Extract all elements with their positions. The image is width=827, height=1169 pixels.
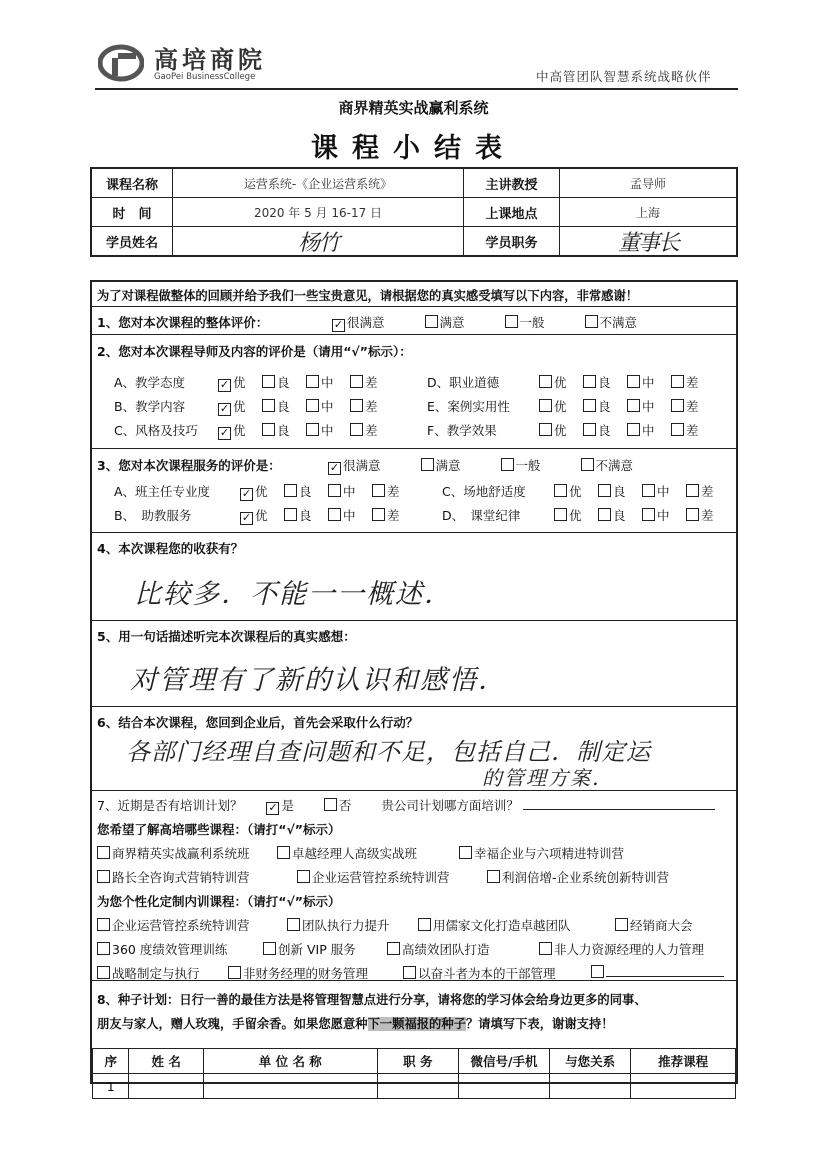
q1-option[interactable]	[425, 313, 465, 331]
q2-item-label: E、案例实用性	[427, 399, 510, 414]
course-checkbox[interactable]	[97, 870, 110, 883]
q7-label: 7、近期是否有培训计划？	[97, 798, 243, 813]
page-title: 课程小结表	[311, 133, 516, 164]
course-checkbox[interactable]	[591, 965, 604, 978]
q2-grade-label: 优	[233, 423, 246, 438]
seed-column-header: 微信号/手机	[458, 1049, 549, 1074]
q3-grade-option[interactable]	[554, 506, 598, 524]
q2-rating-row	[114, 373, 394, 392]
q3-rating-row	[114, 482, 416, 501]
q2-grade-checkbox[interactable]	[671, 423, 684, 436]
q8-highlight: 下一颗福报的种子	[367, 1017, 466, 1031]
q2-grade-checkbox[interactable]	[262, 399, 275, 412]
q3-option-label: 很满意	[343, 458, 381, 473]
q3-option[interactable]	[421, 456, 461, 474]
q2-grade-option[interactable]	[350, 421, 394, 439]
q7-which-label: 贵公司计划哪方面培训？	[381, 798, 519, 813]
course-option-label: 经销商大会	[630, 918, 693, 933]
q3-grade-label: 优	[569, 508, 582, 523]
course-option[interactable]	[277, 844, 417, 862]
seed-cell[interactable]	[631, 1074, 736, 1099]
course-checkbox[interactable]	[487, 870, 500, 883]
place-value[interactable]: 上海	[635, 205, 660, 220]
course-option-label: 非人力资源经理的人力管理	[554, 942, 705, 957]
q2-grade-label: 优	[554, 423, 567, 438]
q3-grade-option[interactable]	[598, 482, 642, 500]
seed-table-header	[93, 1049, 736, 1074]
course-option-label: 企业运营管控系统特训营	[312, 870, 450, 885]
course-option-label: 360 度绩效管理训练	[112, 942, 228, 957]
course-option-label: 卓越经理人高级实战班	[292, 846, 418, 861]
seed-cell[interactable]	[203, 1074, 377, 1099]
q3-grade-option[interactable]	[284, 482, 328, 500]
q3-grade-label: 良	[613, 508, 626, 523]
q3-grade-label: 良	[299, 484, 312, 499]
q2-grade-checkbox[interactable]: ✓	[219, 378, 230, 391]
q2-grade-checkbox[interactable]	[306, 375, 319, 388]
course-checkbox[interactable]	[297, 870, 310, 883]
q3-grade-checkbox[interactable]	[372, 508, 385, 521]
position-handwritten[interactable]: 董事长	[617, 230, 678, 256]
q3-grade-option[interactable]	[686, 506, 730, 524]
q5-label: 5、用一句话描述听完本次课程后的真实感想：	[97, 629, 356, 644]
q3-rating-row	[114, 506, 416, 525]
q3-checkbox[interactable]	[581, 458, 594, 471]
q2-grade-label: 差	[686, 399, 699, 414]
q3-grade-label: 差	[701, 508, 714, 523]
course-checkbox[interactable]	[97, 942, 110, 955]
q2-grade-checkbox[interactable]	[539, 375, 552, 388]
course-option[interactable]	[615, 916, 693, 934]
q3-grade-label: 良	[299, 508, 312, 523]
logo-english: GaoPei BusinessCollege	[154, 72, 256, 82]
q3-grade-option[interactable]	[240, 506, 284, 525]
student-label: 学员姓名	[92, 227, 173, 255]
q2-grade-checkbox[interactable]	[539, 399, 552, 412]
q2-item-label: F、教学效果	[427, 423, 497, 438]
q1-label: 1、您对本次课程的整体评价：	[97, 315, 269, 330]
courses-title: 您希望了解高培哪些课程：（请打“√”标示）	[97, 822, 341, 837]
q2-item-label: C、风格及技巧	[114, 423, 198, 438]
course-option-label: 利润倍增-企业系统创新特训营	[502, 870, 670, 885]
q2-grade-checkbox[interactable]: ✓	[219, 426, 230, 439]
q3-checkbox[interactable]	[501, 458, 514, 471]
seed-column-header: 职 务	[377, 1049, 458, 1074]
seed-column-header: 序	[93, 1049, 129, 1074]
intro-section	[92, 282, 736, 307]
q3-grade-checkbox[interactable]	[554, 484, 567, 497]
q6-label: 6、结合本次课程，您回到企业后，首先会采取什么行动？	[97, 715, 419, 730]
q2-grade-option[interactable]	[350, 397, 394, 415]
q7-yes-label: 是	[281, 798, 294, 813]
course-option-label: 路长全咨询式营销特训营	[112, 870, 250, 885]
other-course-input[interactable]	[606, 964, 724, 977]
q3-grade-checkbox[interactable]	[642, 508, 655, 521]
course-option[interactable]	[487, 868, 669, 886]
q2-item-label: B、教学内容	[114, 399, 186, 414]
q3-grade-label: 差	[387, 484, 400, 499]
tagline: 中高管团队智慧系统战略伙伴	[536, 69, 712, 84]
course-option[interactable]	[387, 940, 490, 958]
q2-grade-option[interactable]	[218, 397, 262, 416]
q3-grade-label: 中	[657, 508, 670, 523]
q2-grade-label: 良	[277, 399, 290, 414]
course-option[interactable]	[591, 964, 724, 980]
course-label: 课程名称	[92, 169, 173, 197]
course-option[interactable]	[418, 916, 571, 934]
q3-rating-row	[442, 482, 730, 500]
q2-grade-option[interactable]	[671, 421, 715, 439]
q3-grade-checkbox[interactable]	[642, 484, 655, 497]
q1-option-label: 满意	[439, 315, 465, 330]
q2-grade-checkbox[interactable]	[262, 375, 275, 388]
course-checkbox[interactable]	[97, 846, 110, 859]
q3-grade-label: 优	[569, 484, 582, 499]
q3-grade-checkbox[interactable]	[284, 508, 297, 521]
q2-grade-label: 差	[686, 423, 699, 438]
q3-item-label: D、 课堂纪律	[442, 508, 521, 523]
q2-grade-option[interactable]	[671, 397, 715, 415]
q7-no-label: 否	[338, 798, 352, 813]
course-value[interactable]: 运营系统-《企业运营系统》	[173, 169, 464, 197]
q8-line2	[97, 1014, 614, 1032]
q3-grade-option[interactable]	[372, 506, 416, 524]
course-checkbox[interactable]	[97, 966, 110, 979]
q7-section	[92, 790, 736, 981]
course-option[interactable]	[97, 940, 227, 958]
q3-grade-label: 差	[701, 484, 714, 499]
course-checkbox[interactable]	[97, 918, 110, 931]
q6-answer-handwritten-line2[interactable]: 的管理方案．	[482, 766, 614, 790]
q2-section	[92, 334, 736, 449]
q3-grade-label: 优	[255, 484, 268, 499]
q2-grade-checkbox[interactable]	[627, 375, 640, 388]
logo-chinese: 高培商院	[154, 46, 266, 74]
q2-label: 2、您对本次课程导师及内容的评价是（请用“√”标示）：	[97, 344, 412, 359]
info-row-time	[92, 198, 736, 227]
q2-grade-label: 中	[642, 423, 655, 438]
q3-grade-option[interactable]	[598, 506, 642, 524]
q3-grade-option[interactable]	[642, 482, 686, 500]
q2-grade-checkbox[interactable]	[262, 423, 275, 436]
q3-grade-checkbox[interactable]: ✓	[241, 487, 252, 500]
q3-option[interactable]	[328, 456, 381, 475]
course-checkbox[interactable]	[387, 942, 400, 955]
course-option-label: 以奋斗者为本的干部管理	[418, 966, 556, 981]
seed-cell[interactable]	[458, 1074, 549, 1099]
q2-grade-checkbox[interactable]	[583, 423, 596, 436]
q2-item-label: D、职业道德	[427, 375, 500, 390]
q8-line2-a: 朋友与家人，赠人玫瑰，手留余香。如果您愿意种	[97, 1017, 368, 1031]
seed-cell[interactable]	[129, 1074, 203, 1099]
q2-grade-option[interactable]	[218, 373, 262, 392]
q2-grade-option[interactable]	[306, 421, 350, 439]
logo-mark	[98, 44, 144, 82]
course-option[interactable]	[97, 844, 250, 862]
q3-option-label: 一般	[515, 458, 541, 473]
custom-title: 为您个性化定制内训课程：（请打“√”标示）	[97, 894, 341, 909]
course-option[interactable]	[539, 940, 704, 958]
q2-grade-label: 良	[598, 423, 611, 438]
q2-grade-label: 差	[365, 375, 378, 390]
q5-section	[92, 620, 736, 707]
course-option-label: 高绩效团队打造	[402, 942, 490, 957]
q1-section	[92, 306, 736, 335]
q2-rating-row	[427, 373, 715, 391]
q3-checkbox[interactable]	[421, 458, 434, 471]
course-option[interactable]	[97, 916, 250, 934]
q3-rating-row	[442, 506, 730, 524]
q3-option[interactable]	[501, 456, 541, 474]
q3-section	[92, 448, 736, 533]
q3-grade-option[interactable]	[554, 482, 598, 500]
course-checkbox[interactable]	[615, 918, 628, 931]
course-checkbox[interactable]	[263, 942, 276, 955]
q1-option-label: 不满意	[599, 315, 638, 330]
q2-grade-checkbox[interactable]	[350, 423, 363, 436]
q8-line1: 8、种子计划：日行一善的最佳方法是将管理智慧点进行分享，请将您的学习体会给身边更多的同事、	[97, 993, 647, 1007]
q2-grade-checkbox[interactable]	[306, 399, 319, 412]
q2-grade-label: 中	[321, 423, 334, 438]
q1-option-label: 一般	[519, 315, 545, 330]
q2-grade-checkbox[interactable]	[671, 399, 684, 412]
q7-yes-checkbox[interactable]: ✓	[268, 801, 278, 814]
course-checkbox[interactable]	[459, 846, 472, 859]
q2-grade-label: 优	[233, 399, 246, 414]
q4-answer-handwritten[interactable]: 比较多．不能一一概述．	[134, 579, 453, 610]
q3-grade-label: 优	[255, 508, 268, 523]
q1-option[interactable]	[585, 313, 638, 331]
q2-grade-label: 良	[598, 375, 611, 390]
q2-grade-checkbox[interactable]	[671, 375, 684, 388]
seed-cell[interactable]	[550, 1074, 631, 1099]
q3-grade-checkbox[interactable]	[598, 484, 611, 497]
q2-grade-label: 优	[554, 399, 567, 414]
q2-grade-option[interactable]	[306, 373, 350, 391]
q3-option[interactable]	[581, 456, 634, 474]
q3-grade-label: 良	[613, 484, 626, 499]
seed-plan-table	[92, 1048, 736, 1099]
time-value[interactable]: 2020 年 5 月 16-17 日	[173, 198, 464, 226]
course-option[interactable]	[97, 868, 250, 886]
q3-grade-option[interactable]	[328, 506, 372, 524]
q3-checkbox[interactable]: ✓	[329, 461, 340, 474]
q2-grade-option[interactable]	[262, 421, 306, 439]
q3-option-label: 不满意	[595, 458, 634, 473]
q1-checkbox[interactable]	[505, 315, 518, 328]
time-label: 时 间	[92, 198, 173, 226]
q2-rating-row	[114, 421, 394, 440]
q3-item-label: A、班主任专业度	[114, 484, 211, 499]
place-label: 上课地点	[464, 198, 560, 226]
q3-grade-label: 中	[657, 484, 670, 499]
q2-grade-label: 中	[642, 399, 655, 414]
course-checkbox[interactable]	[287, 918, 300, 931]
q2-grade-checkbox[interactable]	[306, 423, 319, 436]
q2-grade-label: 优	[554, 375, 567, 390]
q2-grade-checkbox[interactable]	[627, 399, 640, 412]
subtitle: 商界精英实战赢利系统	[338, 99, 489, 117]
q3-grade-option[interactable]	[372, 482, 416, 500]
q2-grade-label: 良	[277, 423, 290, 438]
course-option[interactable]	[287, 916, 390, 934]
q1-option[interactable]	[505, 313, 545, 331]
student-name-handwritten[interactable]: 杨竹	[173, 227, 464, 255]
q2-grade-option[interactable]	[262, 373, 306, 391]
q3-label: 3、您对本次课程服务的评价是：	[97, 458, 281, 473]
q2-grade-option[interactable]	[218, 421, 262, 440]
q2-grade-option[interactable]	[539, 397, 583, 415]
q8-line2-c: ？请填写下表，谢谢支持！	[465, 1017, 614, 1031]
seed-cell[interactable]	[377, 1074, 458, 1099]
q2-grade-label: 差	[686, 375, 699, 390]
info-row-course	[92, 169, 736, 198]
q3-grade-label: 中	[343, 508, 356, 523]
q3-item-label: B、 助教服务	[114, 508, 192, 523]
teacher-value[interactable]: 孟导师	[629, 176, 666, 191]
q2-grade-checkbox[interactable]	[627, 423, 640, 436]
seed-column-header: 单 位 名 称	[203, 1049, 377, 1074]
q6-answer-handwritten-line1[interactable]: 各部门经理自查问题和不足，包括自己．制定运	[126, 738, 651, 766]
q3-option-label: 满意	[435, 458, 461, 473]
q1-option[interactable]	[332, 313, 385, 332]
q2-grade-option[interactable]	[262, 397, 306, 415]
q1-checkbox[interactable]	[585, 315, 598, 328]
q7-no-checkbox[interactable]	[324, 798, 337, 811]
course-checkbox[interactable]	[277, 846, 290, 859]
q3-grade-checkbox[interactable]	[328, 484, 341, 497]
seed-row-index: 1	[93, 1074, 129, 1099]
course-option[interactable]	[459, 844, 624, 862]
seed-column-header: 与您关系	[550, 1049, 631, 1074]
q1-checkbox[interactable]: ✓	[333, 318, 344, 331]
q3-grade-label: 中	[343, 484, 356, 499]
q2-grade-option[interactable]	[583, 373, 627, 391]
course-option-label: 团队执行力提升	[302, 918, 390, 933]
q3-grade-option[interactable]	[642, 506, 686, 524]
q2-item-label: A、教学态度	[114, 375, 186, 390]
course-checkbox[interactable]	[228, 966, 241, 979]
q3-grade-option[interactable]	[328, 482, 372, 500]
table-row	[93, 1074, 736, 1099]
q3-grade-checkbox[interactable]	[686, 484, 699, 497]
q3-item-label: C、场地舒适度	[442, 484, 526, 499]
q2-rating-row	[114, 397, 394, 416]
q3-grade-label: 差	[387, 508, 400, 523]
course-option-label: 用儒家文化打造卓越团队	[433, 918, 571, 933]
q2-rating-row	[427, 397, 715, 415]
course-option-label: 创新 VIP 服务	[278, 942, 356, 957]
feedback-form	[90, 280, 738, 1094]
course-option-label: 企业运营管控系统特训营	[112, 918, 250, 933]
q8-section	[92, 980, 736, 1048]
q1-checkbox[interactable]	[425, 315, 438, 328]
course-info-table	[90, 167, 738, 257]
q2-grade-option[interactable]	[583, 421, 627, 439]
q2-grade-option[interactable]	[627, 373, 671, 391]
q2-grade-label: 差	[365, 399, 378, 414]
q6-section	[92, 706, 736, 791]
course-option-label: 幸福企业与六项精进特训营	[474, 846, 625, 861]
header-divider	[95, 88, 738, 90]
q2-grade-checkbox[interactable]	[583, 375, 596, 388]
q2-grade-option[interactable]	[627, 421, 671, 439]
q2-grade-option[interactable]	[350, 373, 394, 391]
q2-grade-label: 良	[277, 375, 290, 390]
q1-option-label: 很满意	[347, 315, 385, 330]
q2-grade-label: 良	[598, 399, 611, 414]
q3-grade-option[interactable]	[284, 506, 328, 524]
q2-grade-option[interactable]	[539, 421, 583, 439]
info-row-student	[92, 227, 736, 255]
q2-rating-row	[427, 421, 715, 439]
q2-grade-checkbox[interactable]	[583, 399, 596, 412]
q4-section	[92, 532, 736, 621]
q3-grade-checkbox[interactable]: ✓	[241, 511, 252, 524]
teacher-label: 主讲教授	[464, 169, 560, 197]
seed-column-header: 姓 名	[129, 1049, 203, 1074]
course-checkbox[interactable]	[403, 966, 416, 979]
course-option-label: 战略制定与执行	[112, 966, 200, 981]
q5-answer-handwritten[interactable]: 对管理有了新的认识和感悟．	[130, 665, 507, 696]
q2-grade-label: 中	[321, 375, 334, 390]
q7-which-input[interactable]	[523, 809, 715, 810]
seed-column-header: 推荐课程	[631, 1049, 736, 1074]
q2-grade-option[interactable]	[306, 397, 350, 415]
q3-options[interactable]	[328, 456, 633, 475]
course-option-label: 非财务经理的财务管理	[243, 966, 369, 981]
q2-grade-checkbox[interactable]	[350, 399, 363, 412]
q2-grade-checkbox[interactable]	[350, 375, 363, 388]
intro-text: 为了对课程做整体的回顾并给予我们一些宝贵意见，请根据您的真实感受填写以下内容，非常感谢！	[97, 289, 639, 303]
q3-grade-checkbox[interactable]	[686, 508, 699, 521]
q3-grade-checkbox[interactable]	[372, 484, 385, 497]
q7-row	[97, 796, 715, 815]
course-checkbox[interactable]	[418, 918, 431, 931]
q2-grade-option[interactable]	[539, 373, 583, 391]
q1-options[interactable]	[332, 313, 637, 332]
q2-grade-label: 中	[642, 375, 655, 390]
q3-grade-checkbox[interactable]	[328, 508, 341, 521]
q2-grade-option[interactable]	[627, 397, 671, 415]
course-option[interactable]	[297, 868, 450, 886]
q3-grade-checkbox[interactable]	[554, 508, 567, 521]
position-label: 学员职务	[464, 227, 560, 255]
q2-grade-option[interactable]	[671, 373, 715, 391]
q2-grade-label: 优	[233, 375, 246, 390]
course-option-label: 商界精英实战赢利系统班	[112, 846, 250, 861]
course-checkbox[interactable]	[539, 942, 552, 955]
q3-grade-checkbox[interactable]	[284, 484, 297, 497]
q3-grade-option[interactable]	[240, 482, 284, 501]
course-option[interactable]	[263, 940, 356, 958]
q4-label: 4、本次课程您的收获有？	[97, 541, 244, 556]
q2-grade-option[interactable]	[583, 397, 627, 415]
q3-grade-checkbox[interactable]	[598, 508, 611, 521]
q2-grade-checkbox[interactable]	[539, 423, 552, 436]
q2-grade-checkbox[interactable]: ✓	[219, 402, 230, 415]
q2-grade-label: 差	[365, 423, 378, 438]
q3-grade-option[interactable]	[686, 482, 730, 500]
q2-grade-label: 中	[321, 399, 334, 414]
